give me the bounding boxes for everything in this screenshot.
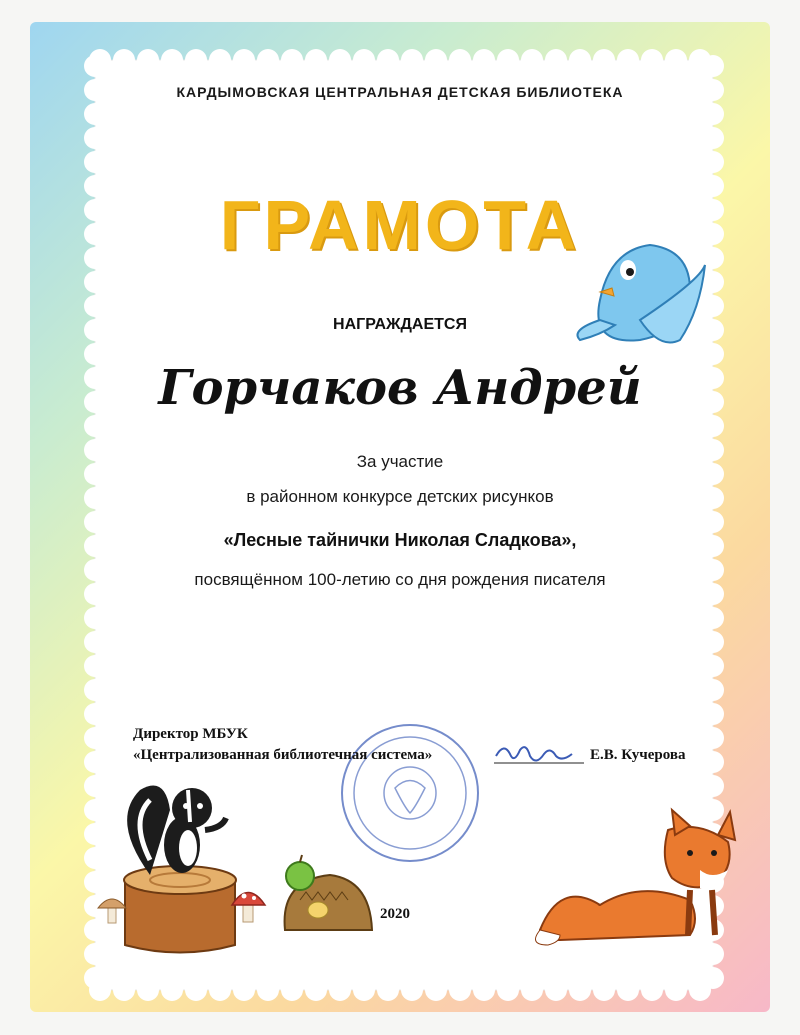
participation-text: За участие — [356, 452, 444, 471]
director-title: Директор МБУК — [133, 726, 248, 742]
recipient-name: Горчаков Андрей — [158, 360, 642, 416]
fox-illustration — [536, 810, 736, 945]
official-stamp-icon — [335, 718, 485, 868]
skunk-illustration — [127, 786, 226, 876]
awarded-label: НАГРАЖДАЕТСЯ — [333, 316, 467, 333]
contest-name: «Лесные тайнички Николая Сладкова», — [223, 530, 577, 550]
contest-text: в районном конкурсе детских рисунков — [246, 487, 554, 506]
library-name: КАРДЫМОВСКАЯ ЦЕНТРАЛЬНАЯ ДЕТСКАЯ БИБЛИОТЕКА — [176, 84, 624, 100]
certificate-year: 2020 — [380, 906, 410, 922]
tree-stump-illustration — [124, 866, 236, 953]
signature-icon — [492, 736, 587, 770]
director-organization: «Централизованная библиотечная система» — [133, 747, 433, 763]
anniversary-text: посвящённом 100-летию со дня рождения писателя — [194, 570, 606, 589]
signer-name: Е.В. Кучерова — [590, 747, 686, 763]
certificate-title: ГРАМОТА — [219, 186, 581, 264]
